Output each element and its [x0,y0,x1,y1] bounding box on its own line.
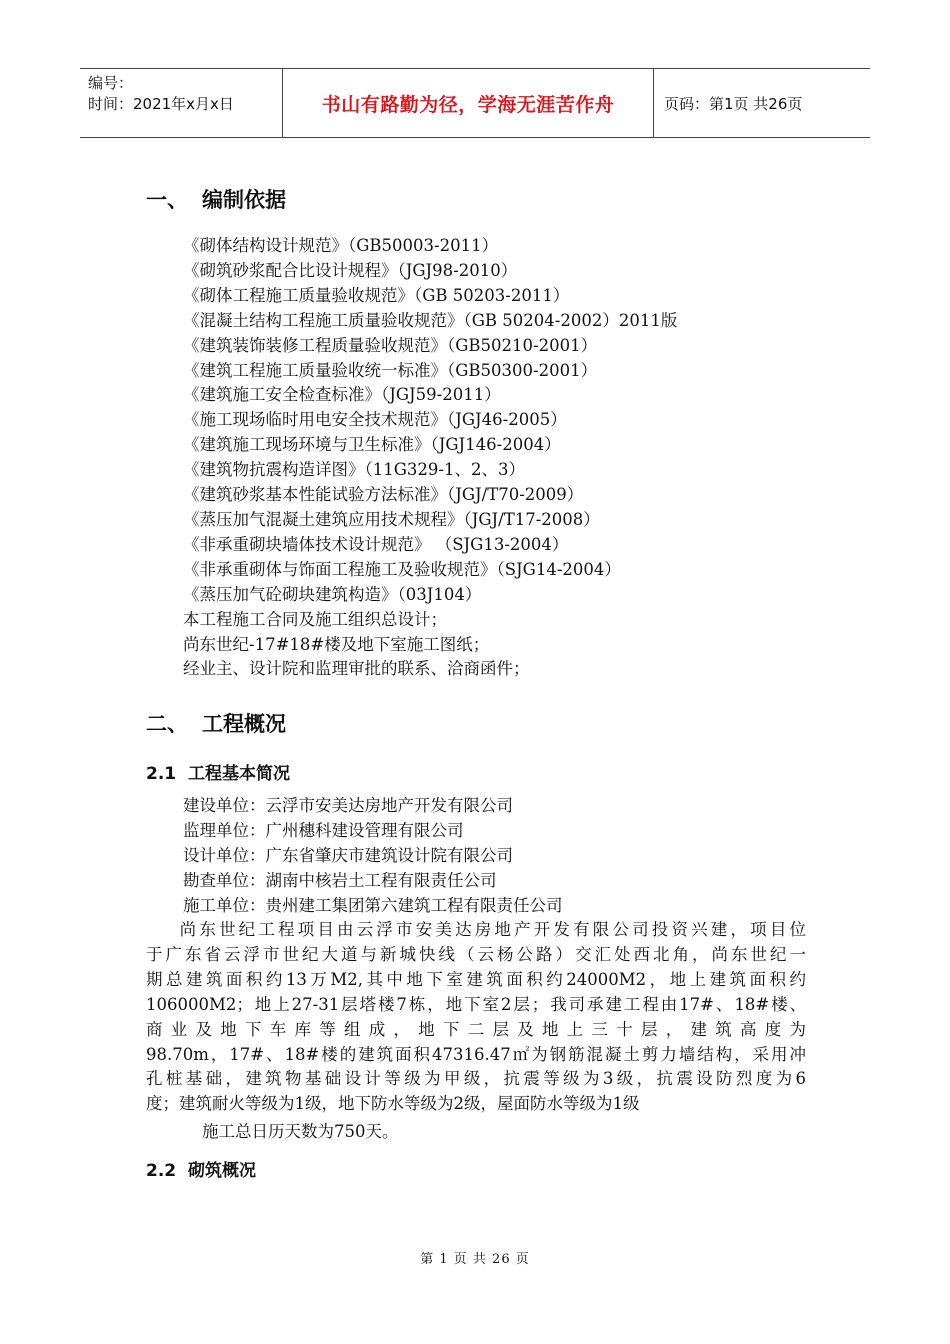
reference-item: 《非承重砌块墙体技术设计规范》 （SJG13-2004） [183,534,569,554]
reference-list [183,234,677,682]
subsection-number: 2.2 [146,1161,177,1181]
reference-item: 《建筑装饰装修工程质量验收规范》（GB50210-2001） [183,335,598,355]
reference-item: 《建筑砂浆基本性能试验方法标准》（JGJ/T70-2009） [183,485,584,505]
reference-item: 《砌筑砂浆配合比设计规程》（JGJ98-2010） [183,260,518,280]
reference-item: 《施工现场临时用电安全技术规范》（JGJ46-2005） [183,410,567,430]
unit-item: 建设单位：云浮市安美达房地产开发有限公司 [183,796,513,815]
reference-item: 《砌体工程施工质量验收规范》（GB 50203-2011） [183,285,570,305]
subsection-number: 2.1 [146,764,177,784]
reference-item: 《非承重砌体与饰面工程施工及验收规范》（SJG14-2004） [183,559,621,579]
paragraph-line: 孔桩基础，建筑物基础设计等级为甲级，抗震等级为3级，抗震设防烈度为6 [146,1069,806,1089]
unit-item: 监理单位：广州穗科建设管理有限公司 [183,820,464,840]
reference-item: 《建筑施工现场环境与卫生标准》（JGJ146-2004） [183,435,561,455]
subsection-title: 工程基本简况 [188,764,290,784]
header-meta [80,69,282,137]
reference-item: 《砌体结构设计规范》（GB50003-2011） [183,236,499,255]
reference-item: 《蒸压加气混凝土建筑应用技术规程》（JGJ/T17-2008） [183,509,600,529]
unit-item: 勘查单位：湖南中核岩土工程有限责任公司 [183,870,497,890]
paragraph-line: 商业及地下车库等组成，地下二层及地上三十层，建筑高度为 [146,1019,815,1039]
reference-item: 经业主、设计院和监理审批的联系、洽商函件； [183,659,530,679]
subsection-heading-basic-info [146,759,290,784]
reference-item: 本工程施工合同及施工组织总设计； [183,609,447,629]
paragraph-line: 期总建筑面积约13万M2,其中地下室建筑面积约24000M2，地上建筑面积约 [146,969,806,989]
page-footer: 第 1 页 共 26 页 [420,1252,530,1267]
document-number-label: 编号： [88,74,134,92]
reference-item: 《蒸压加气砼砌块建筑构造》（03J104） [183,584,482,604]
paragraph-line: 尚东世纪工程项目由云浮市安美达房地产开发有限公司投资兴建，项目位 [146,920,806,939]
paragraph-line: 度；建筑耐火等级为1级，地下防水等级为2级，屋面防水等级为1级 [146,1094,640,1114]
construction-duration-note: 施工总日历天数为750天。 [202,1122,399,1141]
page-header [80,68,870,138]
section-heading-basis [146,184,286,214]
section-heading-overview [146,708,286,738]
subsection-title: 砌筑概况 [188,1161,256,1181]
document-date-label: 时间：2021年x月x日 [88,95,234,113]
participating-units-list [183,794,563,919]
paragraph-line: 98.70m，17#、18#楼的建筑面积47316.47㎡为钢筋混凝土剪力墙结构，采用冲 [146,1044,806,1064]
reference-item: 尚东世纪-17#18#楼及地下室施工图纸； [183,634,490,654]
unit-item: 施工单位：贵州建工集团第六建筑工程有限责任公司 [183,895,563,915]
section-number: 一、 [146,188,188,212]
reference-item: 《建筑物抗震构造详图》（11G329-1、2、3） [183,460,525,480]
reference-item: 《混凝土结构工程施工质量验收规范》（GB 50204-2002）2011版 [183,310,678,330]
paragraph-line: 106000M2；地上27-31层塔楼7栋，地下室2层；我司承建工程由17#、18#楼、 [146,994,806,1014]
section-title: 编制依据 [202,188,286,212]
reference-item: 《建筑工程施工质量验收统一标准》（GB50300-2001） [183,360,598,380]
reference-item: 《建筑施工安全检查标准》（JGJ59-2011） [183,385,501,405]
header-motto: 书山有路勤为径，学海无涯苦作舟 [282,69,654,137]
unit-item: 设计单位：广东省肇庆市建筑设计院有限公司 [183,845,513,865]
section-title: 工程概况 [202,712,286,736]
project-description-paragraph [146,918,815,1117]
header-page-info: 页码：第1页 共26页 [664,94,803,113]
paragraph-line: 于广东省云浮市世纪大道与新城快线（云杨公路）交汇处西北角，尚东世纪一 [146,944,806,964]
section-number: 二、 [146,712,188,736]
subsection-heading-masonry [146,1156,256,1181]
